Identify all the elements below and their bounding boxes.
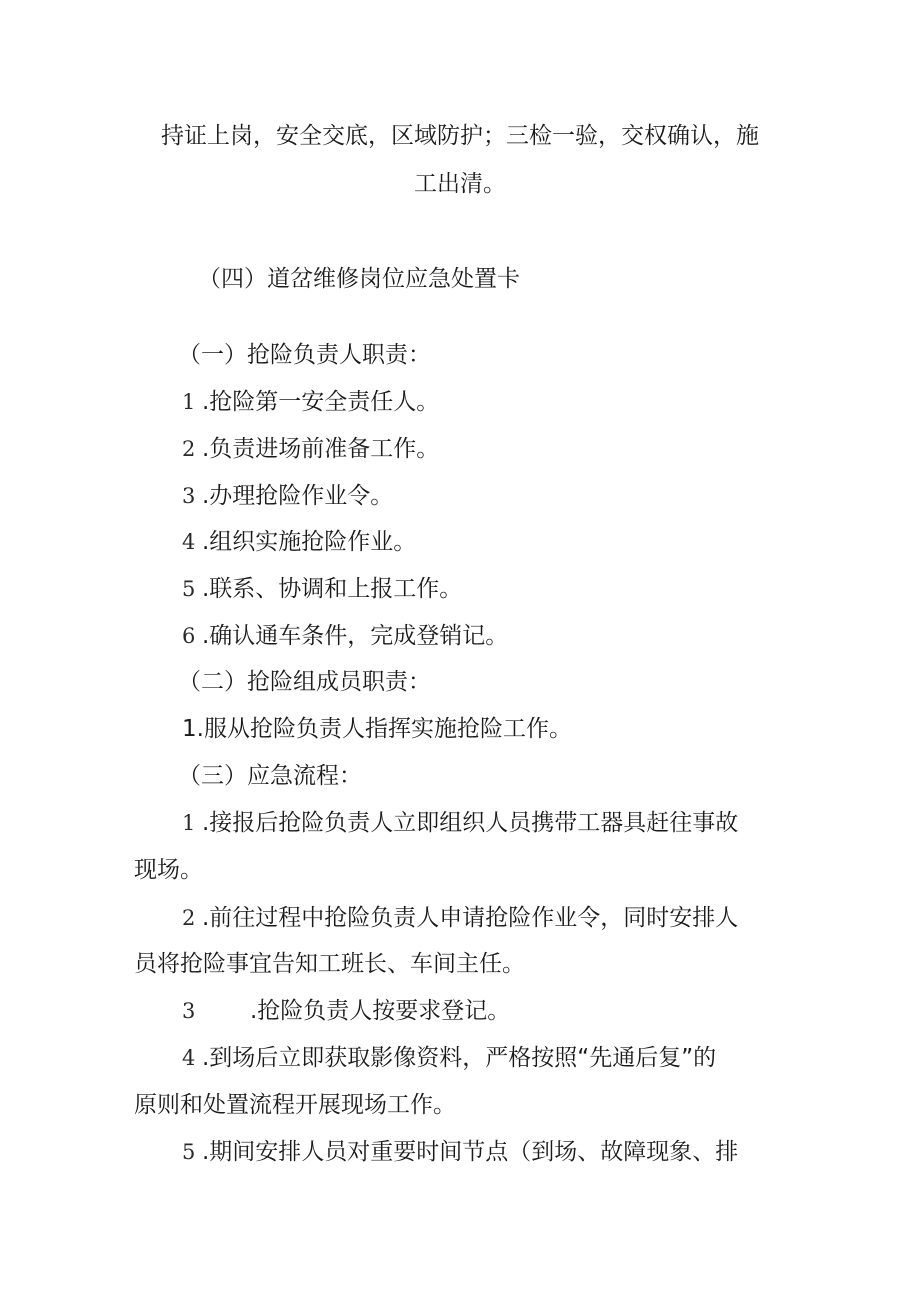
item-text: .确认通车条件，完成登销记。: [202, 623, 509, 649]
section-2-item: 1.服从抢险负责人指挥实施抢险工作。: [182, 716, 572, 742]
section-3-item: [182, 903, 738, 933]
section-1-item: [182, 574, 462, 604]
item-number: 4: [182, 1046, 196, 1070]
item-text: .办理抢险作业令。: [202, 483, 394, 509]
section-2-heading: （二）抢险组成员职责：: [178, 669, 431, 695]
section-1-heading: （一）抢险负责人职责：: [178, 342, 431, 368]
item-text: .组织实施抢险作业。: [202, 529, 417, 555]
item-text: .到场后立即获取影像资料，严格按照“先通后复”的: [202, 1045, 717, 1071]
item-number: 5: [182, 1140, 196, 1164]
item-number: 3: [182, 999, 196, 1023]
intro-line-1: 持证上岗，安全交底，区域防护；三检一验，交权确认，施: [161, 123, 759, 149]
item-number: 6: [182, 624, 196, 648]
item-number: 1: [182, 390, 196, 414]
section-1-item: [182, 434, 439, 464]
item-text: .抢险负责人按要求登记。: [250, 998, 511, 1024]
section-1-item: [182, 481, 393, 511]
section-3-item: [182, 996, 510, 1026]
item-number: 4: [182, 530, 196, 554]
section-3-item-continuation: 原则和处置流程开展现场工作。: [134, 1092, 456, 1118]
section-3-item: [182, 808, 738, 838]
section-1-item: [182, 621, 508, 651]
item-text: .抢险第一安全责任人。: [202, 389, 440, 415]
item-number: 1: [182, 811, 196, 835]
item-number: 2: [182, 437, 196, 461]
section-1-item: [182, 527, 416, 557]
item-text: .负责进场前准备工作。: [202, 436, 440, 462]
section-3-heading: （三）应急流程：: [178, 763, 362, 789]
section-3-item: [182, 1043, 716, 1073]
section-1-item: [182, 387, 439, 417]
section-3-item-continuation: 现场。: [134, 857, 203, 883]
item-text: .前往过程中抢险负责人申请抢险作业令，同时安排人: [202, 905, 739, 931]
item-text: .期间安排人员对重要时间节点（到场、故障现象、排: [202, 1139, 739, 1165]
item-number: 2: [182, 906, 196, 930]
item-number: 5: [182, 577, 196, 601]
item-text: .联系、协调和上报工作。: [202, 576, 463, 602]
card-title: （四）道岔维修岗位应急处置卡: [198, 266, 520, 292]
intro-line-2: 工出清。: [414, 171, 506, 197]
item-number: 3: [182, 484, 196, 508]
section-3-item: [182, 1137, 738, 1167]
section-3-item-continuation: 员将抢险事宜告知工班长、车间主任。: [134, 951, 525, 977]
item-text: .接报后抢险负责人立即组织人员携带工器具赶往事故: [202, 810, 739, 836]
